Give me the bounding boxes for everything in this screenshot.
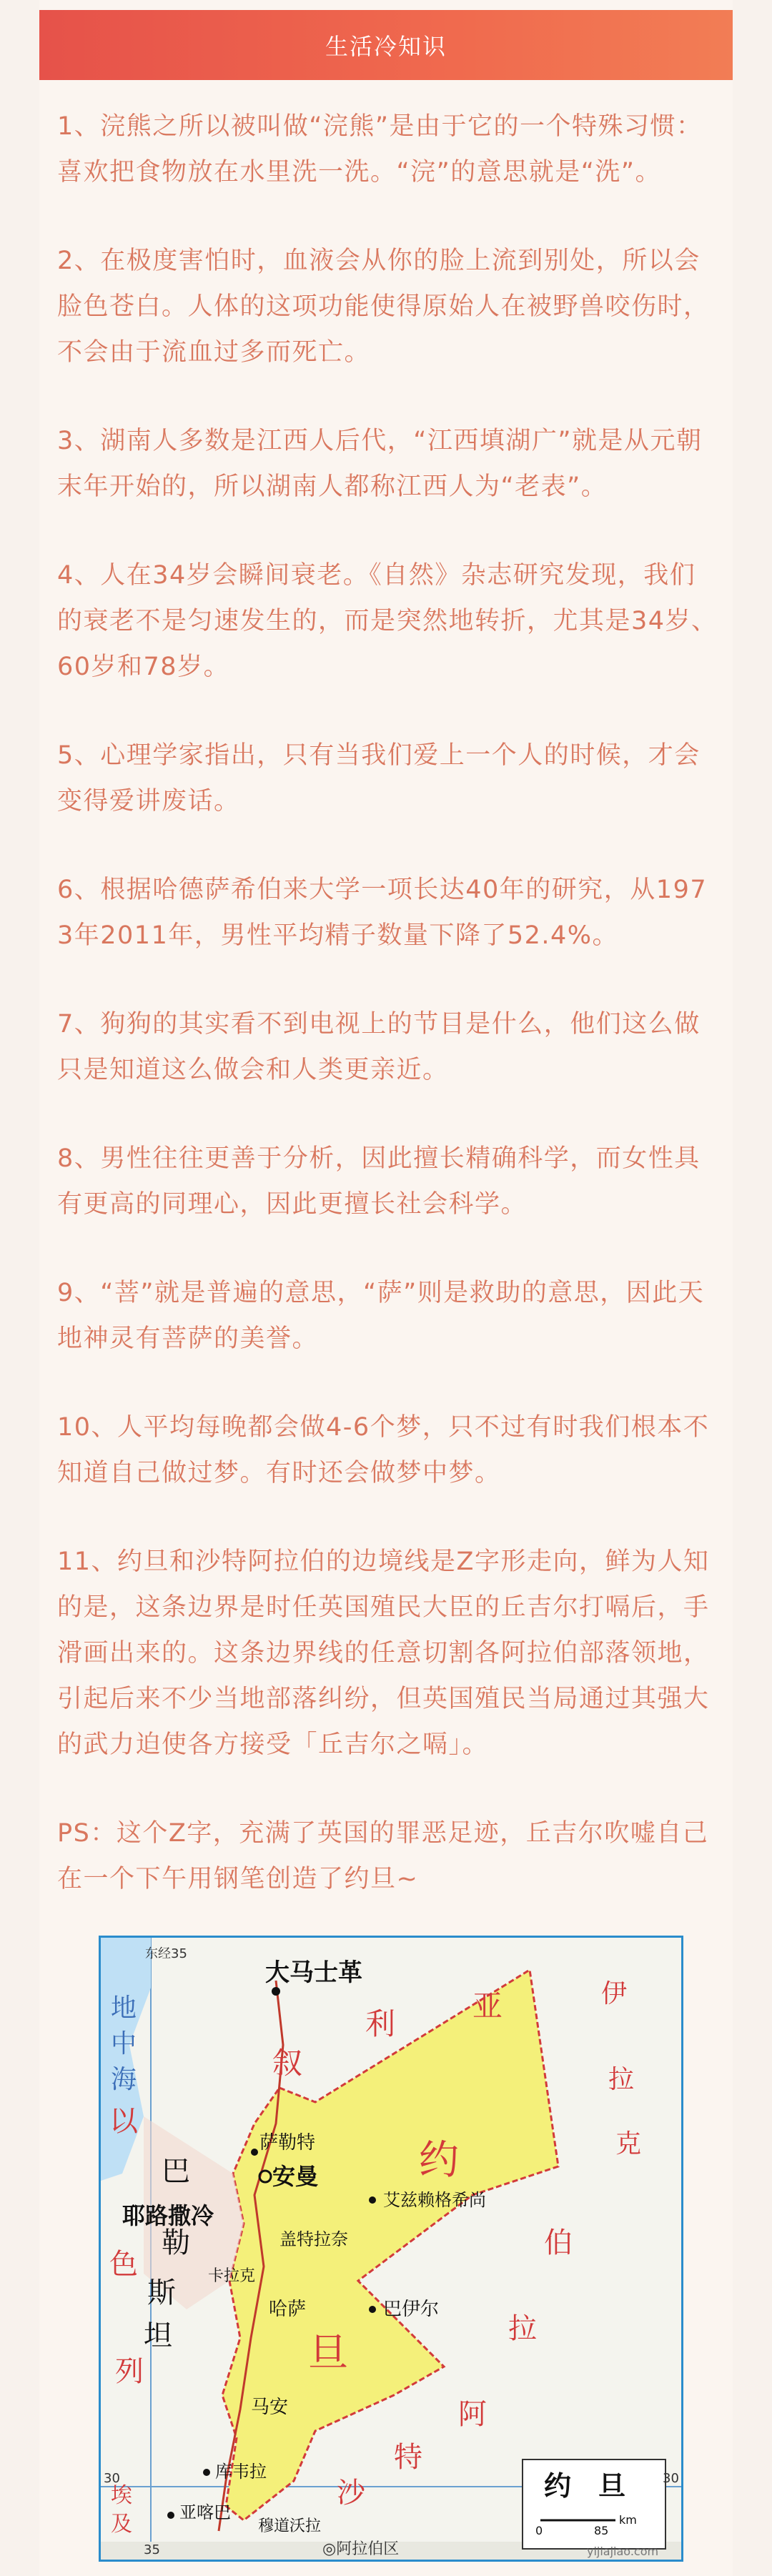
fact-paragraph: 9、“菩”就是普遍的意思，“萨”则是救助的意思，因此天地神灵有菩萨的美誉。	[57, 1279, 705, 1353]
article-content	[57, 104, 718, 1902]
amman-label: 安曼	[272, 2163, 319, 2190]
iraq-label-3: 克	[615, 2129, 642, 2159]
palestine-label-2: 勒	[162, 2226, 190, 2259]
hasa-label: 哈萨	[269, 2299, 307, 2320]
mudawwara-label: 穆道沃拉	[258, 2517, 322, 2535]
damascus-dot	[272, 1987, 280, 1996]
aqaba-dot	[167, 2512, 174, 2519]
egypt-label-2: 及	[111, 2512, 132, 2537]
med-label-3: 海	[111, 2065, 137, 2094]
saudi-label-1: 沙	[337, 2477, 365, 2510]
lat-label-left: 30	[104, 2471, 120, 2486]
quwayra-dot	[203, 2469, 210, 2476]
jordan-label-2: 旦	[308, 2330, 348, 2377]
fact-paragraph: 2、在极度害怕时，血液会从你的脸上流到别处，所以会脸色苍白。人体的这项功能使得原始人在被野兽咬伤时，不会由于流血过多而死亡。	[57, 247, 710, 367]
israel-label-3: 列	[115, 2355, 144, 2388]
watermark: yijiajiao.com	[587, 2545, 659, 2558]
saudi-label-4: 拉	[508, 2312, 537, 2345]
iraq-label-1: 伊	[601, 1979, 628, 2008]
fact-paragraph: 4、人在34岁会瞬间衰老。《自然》杂志研究发现，我们的衰老不是匀速发生的，而是突然地转折，尤其是34岁、60岁和78岁。	[57, 561, 718, 681]
egypt-label-1: 埃	[111, 2483, 132, 2508]
palestine-label-3: 斯	[147, 2277, 176, 2309]
saudi-label-2: 特	[394, 2441, 422, 2474]
scale-zero: 0	[535, 2524, 543, 2537]
palestine-label-1: 巴	[162, 2155, 190, 2188]
mediterranean-sea	[101, 1938, 151, 2181]
fact-paragraph: 8、男性往往更善于分析，因此擅长精确科学，而女性具有更高的同理心，因此更擅长社会科学。	[57, 1144, 701, 1219]
ps-paragraph: PS：这个Z字，充满了英国的罪恶足迹，丘吉尔吹嘘自己在一个下午用钢笔创造了约旦~	[57, 1819, 709, 1893]
jordan-map	[99, 1936, 683, 2562]
saudi-label-3: 阿	[458, 2398, 487, 2431]
fact-paragraph: 6、根据哈德萨希伯来大学一项长达40年的研究，从1973年2011年，男性平均精子数量下降了52.4%。	[57, 876, 708, 950]
saudi-label-5: 伯	[544, 2226, 573, 2259]
header-title: 生活冷知识	[325, 33, 447, 60]
lon-label-bottom: 35	[144, 2542, 160, 2557]
fact-paragraph: 10、人平均每晚都会做4-6个梦，只不过有时我们根本不知道自己做过梦。有时还会做梦中梦。	[57, 1413, 710, 1487]
bayir-label: 巴伊尔	[383, 2299, 440, 2320]
med-label-1: 地	[111, 1993, 137, 2023]
fact-paragraph: 1、浣熊之所以被叫做“浣熊”是由于它的一个特殊习惯：喜欢把食物放在水里洗一洗。“浣”的意思就是“洗”。	[57, 112, 703, 187]
maan-label: 马安	[251, 2397, 289, 2418]
scale-km: km	[619, 2513, 637, 2527]
lat-label-right: 30	[663, 2471, 679, 2486]
jerusalem-label: 耶路撒冷	[122, 2202, 214, 2229]
fact-paragraph: 7、狗狗的其实看不到电视上的节目是什么，他们这么做只是知道这么做会和人类更亲近。	[57, 1010, 701, 1084]
israel-label-1: 以	[109, 2105, 138, 2138]
legend-title: 约 旦	[544, 2470, 626, 2502]
jordan-label-1: 约	[419, 2137, 459, 2184]
aqaba-label: 亚喀巴	[179, 2502, 231, 2522]
syria-label-1: 叙	[272, 2046, 303, 2081]
palestine-label-4: 坦	[144, 2319, 172, 2352]
arabia-bottom-label: ◎阿拉伯区	[322, 2540, 400, 2558]
jordan-map-svg	[101, 1938, 681, 2560]
karak-label: 卡拉克	[208, 2267, 256, 2285]
syria-label-2: 利	[365, 2006, 396, 2041]
azraq-dot	[369, 2196, 376, 2204]
scale-85: 85	[594, 2524, 609, 2537]
israel-label-2: 色	[109, 2248, 138, 2281]
article-header	[39, 10, 733, 80]
fact-paragraph: 3、湖南人多数是江西人后代，“江西填湖广”就是从元朝末年开始的，所以湖南人都称江西人为“老表”。	[57, 427, 703, 501]
syria-label-3: 亚	[472, 1988, 503, 2023]
fact-paragraph: 5、心理学家指出，只有当我们爱上一个人的时候，才会变得爱讲废话。	[57, 741, 701, 816]
lon-label-top: 东经35	[145, 1946, 187, 1961]
azraq-label: 艾兹赖格希尚	[383, 2190, 486, 2210]
damascus-label: 大马士革	[265, 1958, 362, 1987]
salt-dot	[251, 2149, 258, 2156]
med-label-2: 中	[111, 2029, 137, 2059]
iraq-label-2: 拉	[608, 2065, 635, 2094]
salt-label: 萨勒特	[259, 2132, 316, 2154]
quwayra-label: 库韦拉	[215, 2462, 267, 2482]
bayir-dot	[369, 2306, 376, 2313]
fact-paragraph: 11、约旦和沙特阿拉伯的边境线是Z字形走向，鲜为人知的是，这条边界是时任英国殖民大臣的丘吉尔打嗝后，手滑画出来的。这条边界线的任意切割各阿拉伯部落领地，引起后来不少当地部落纠纷，但英国殖民当局通过其强大的武力迫使各方接受「丘吉尔之嗝」。	[57, 1547, 710, 1759]
gaitlane-label: 盖特拉奈	[279, 2229, 348, 2249]
